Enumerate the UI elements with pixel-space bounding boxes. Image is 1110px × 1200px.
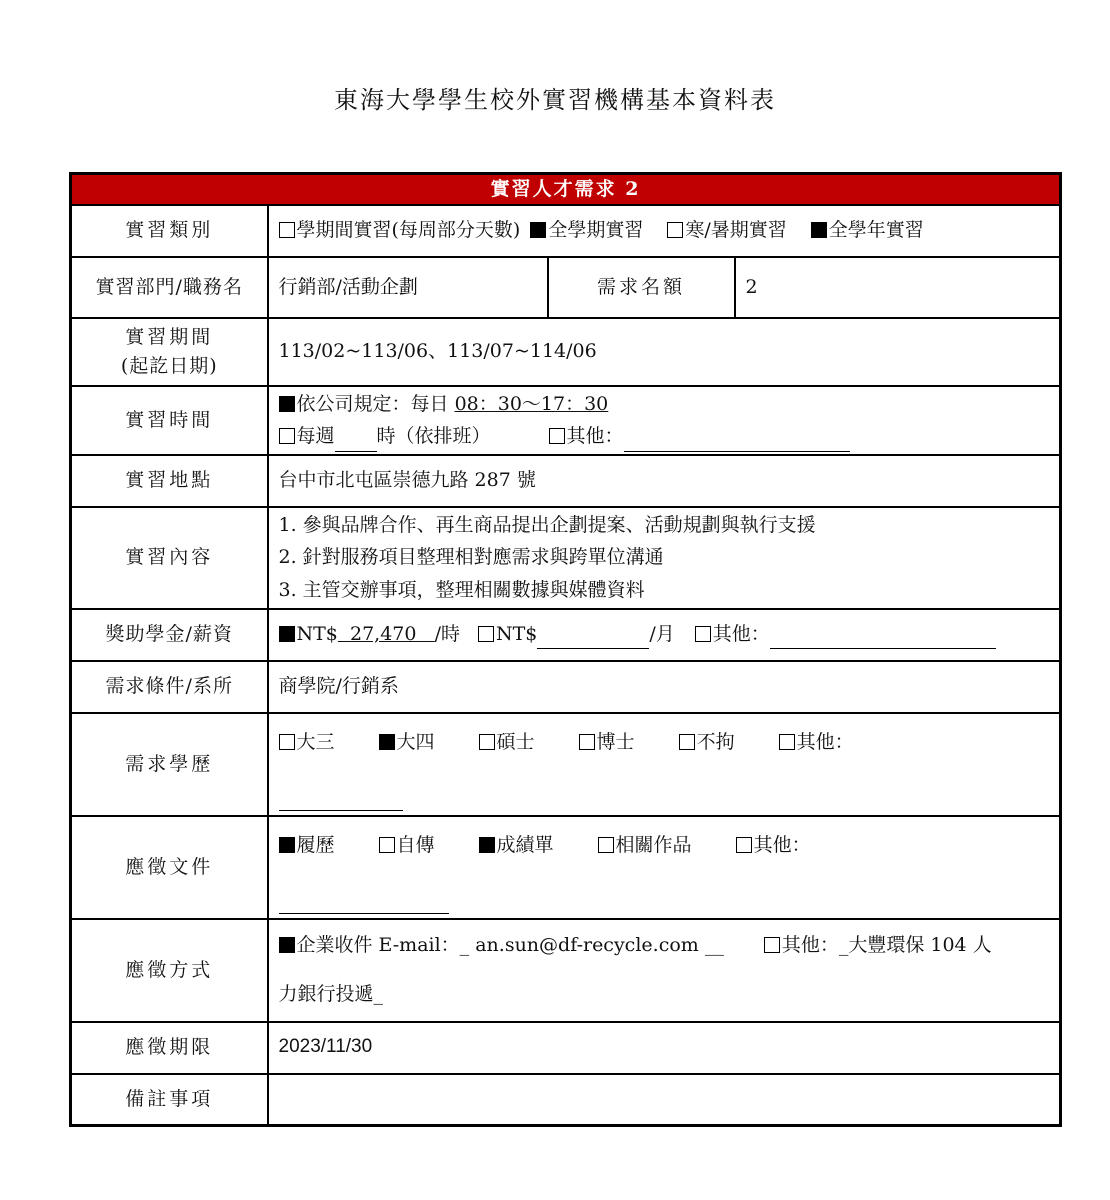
documents-option-autobiography[interactable]: 自傳 — [379, 831, 435, 860]
weekly-hours-blank[interactable] — [335, 431, 377, 452]
category-label: 實習類別 — [71, 205, 268, 257]
checkbox[interactable] — [478, 626, 494, 642]
education-other-blank[interactable] — [279, 790, 403, 811]
period-value: 113/02~113/06、113/07~114/06 — [268, 318, 1061, 386]
deadline-row — [71, 1022, 1061, 1074]
salary-row — [71, 609, 1061, 661]
deadline-value: 2023/11/30 — [268, 1022, 1061, 1074]
hourly-amount: 27,470 — [349, 623, 417, 646]
checkbox-checked[interactable] — [811, 222, 827, 238]
documents-row — [71, 816, 1061, 919]
documents-option-resume[interactable]: 履歷 — [279, 831, 335, 860]
category-row — [71, 205, 1061, 257]
deadline-label: 應徵期限 — [71, 1022, 268, 1074]
hours-option-company[interactable]: 依公司規定：每日 08：30～17：30 — [279, 388, 1050, 420]
category-options — [268, 205, 1061, 257]
documents-option-other[interactable]: 其他： — [736, 831, 811, 860]
checkbox[interactable] — [279, 734, 295, 750]
hours-row — [71, 386, 1061, 455]
section-header-row — [71, 174, 1061, 205]
requirements-row — [71, 661, 1061, 713]
requirements-value: 商學院/行銷系 — [268, 661, 1061, 713]
location-value: 台中市北屯區崇德九路 287 號 — [268, 455, 1061, 507]
checkbox[interactable] — [736, 837, 752, 853]
notes-label: 備註事項 — [71, 1074, 268, 1126]
department-label: 實習部門/職務名 — [71, 257, 268, 318]
checkbox[interactable] — [764, 937, 780, 953]
department-value: 行銷部/活動企劃 — [268, 257, 548, 318]
category-option-semester-partial[interactable]: 學期間實習(每周部分天數) — [279, 216, 521, 245]
document-title: 東海大學學生校外實習機構基本資料表 — [334, 86, 776, 114]
content-row — [71, 507, 1061, 609]
content-label: 實習內容 — [71, 507, 268, 609]
salary-options — [268, 609, 1061, 661]
location-label: 實習地點 — [71, 455, 268, 507]
monthly-amount-blank[interactable] — [537, 628, 649, 649]
checkbox[interactable] — [779, 734, 795, 750]
apply-method-row — [71, 919, 1061, 1022]
quota-label: 需求名額 — [548, 257, 735, 318]
hours-option-weekly[interactable]: 每週 時（依排班） — [279, 425, 491, 447]
checkbox-checked[interactable] — [279, 626, 295, 642]
apply-method-other[interactable]: 其他：_大豐環保 104 人 — [764, 934, 992, 956]
checkbox[interactable] — [667, 222, 683, 238]
checkbox-checked[interactable] — [379, 734, 395, 750]
checkbox[interactable] — [679, 734, 695, 750]
internship-form-table — [69, 172, 1062, 1127]
checkbox[interactable] — [598, 837, 614, 853]
salary-option-hourly[interactable]: NT$ 27,470 /時 — [279, 623, 461, 645]
education-options — [268, 713, 1061, 816]
checkbox[interactable] — [695, 626, 711, 642]
education-option-master[interactable]: 碩士 — [479, 728, 535, 757]
checkbox[interactable] — [579, 734, 595, 750]
salary-other-blank[interactable] — [770, 628, 996, 649]
documents-label: 應徵文件 — [71, 816, 268, 919]
salary-label: 獎助學金/薪資 — [71, 609, 268, 661]
education-option-phd[interactable]: 博士 — [579, 728, 635, 757]
checkbox[interactable] — [379, 837, 395, 853]
checkbox[interactable] — [549, 428, 565, 444]
documents-other-blank[interactable] — [279, 893, 449, 914]
apply-method-line2: 力銀行投遞_ — [278, 983, 384, 1005]
checkbox[interactable] — [279, 222, 295, 238]
checkbox[interactable] — [479, 734, 495, 750]
checkbox-checked[interactable] — [279, 837, 295, 853]
hours-label: 實習時間 — [71, 386, 268, 455]
content-item: 2. 針對服務項目整理相對應需求與跨單位溝通 — [278, 546, 664, 569]
requirements-label: 需求條件/系所 — [71, 661, 268, 713]
notes-value[interactable] — [268, 1074, 1061, 1126]
education-label: 需求學歷 — [71, 713, 268, 816]
documents-option-transcript[interactable]: 成績單 — [479, 831, 554, 860]
content-item: 1. 參與品牌合作、再生商品提出企劃提案、活動規劃與執行支援 — [278, 514, 816, 537]
period-label — [71, 318, 268, 386]
content-item: 3. 主管交辦事項，整理相關數據與媒體資料 — [278, 578, 645, 601]
hours-option-weekly-line — [279, 420, 1050, 452]
content-list — [268, 507, 1061, 609]
salary-option-monthly[interactable]: NT$ /月 — [478, 623, 675, 645]
category-option-summer-winter[interactable]: 寒/暑期實習 — [667, 216, 786, 245]
department-row — [71, 257, 1061, 318]
period-label-line2: (起訖日期) — [120, 354, 218, 377]
notes-row — [71, 1074, 1061, 1126]
apply-method-label: 應徵方式 — [71, 919, 268, 1022]
apply-method-options — [268, 919, 1061, 1022]
section-header: 實習人才需求 2 — [71, 174, 1061, 205]
hours-options — [268, 386, 1061, 455]
documents-option-portfolio[interactable]: 相關作品 — [598, 831, 692, 860]
education-option-other[interactable]: 其他： — [779, 728, 854, 757]
quota-value: 2 — [735, 257, 1061, 318]
hours-option-other[interactable]: 其他： — [549, 425, 850, 447]
hours-time-range: 08：30～17：30 — [454, 392, 609, 415]
period-row — [71, 318, 1061, 386]
category-option-full-year[interactable]: 全學年實習 — [811, 216, 924, 245]
education-option-senior[interactable]: 大四 — [379, 728, 435, 757]
checkbox[interactable] — [279, 428, 295, 444]
hours-other-blank[interactable] — [624, 431, 850, 452]
location-row — [71, 455, 1061, 507]
education-option-junior[interactable]: 大三 — [279, 728, 335, 757]
period-label-line1: 實習期間 — [125, 326, 214, 348]
checkbox-checked[interactable] — [279, 396, 295, 412]
apply-method-email[interactable]: 企業收件 E-mail：_ an.sun@df-recycle.com __ — [279, 934, 724, 956]
category-option-full-semester[interactable]: 全學期實習 — [530, 216, 643, 245]
education-option-any[interactable]: 不拘 — [679, 728, 735, 757]
documents-options — [268, 816, 1061, 919]
salary-option-other[interactable]: 其他： — [695, 623, 996, 645]
education-row — [71, 713, 1061, 816]
checkbox-checked[interactable] — [530, 222, 546, 238]
checkbox-checked[interactable] — [279, 937, 295, 953]
checkbox-checked[interactable] — [479, 837, 495, 853]
